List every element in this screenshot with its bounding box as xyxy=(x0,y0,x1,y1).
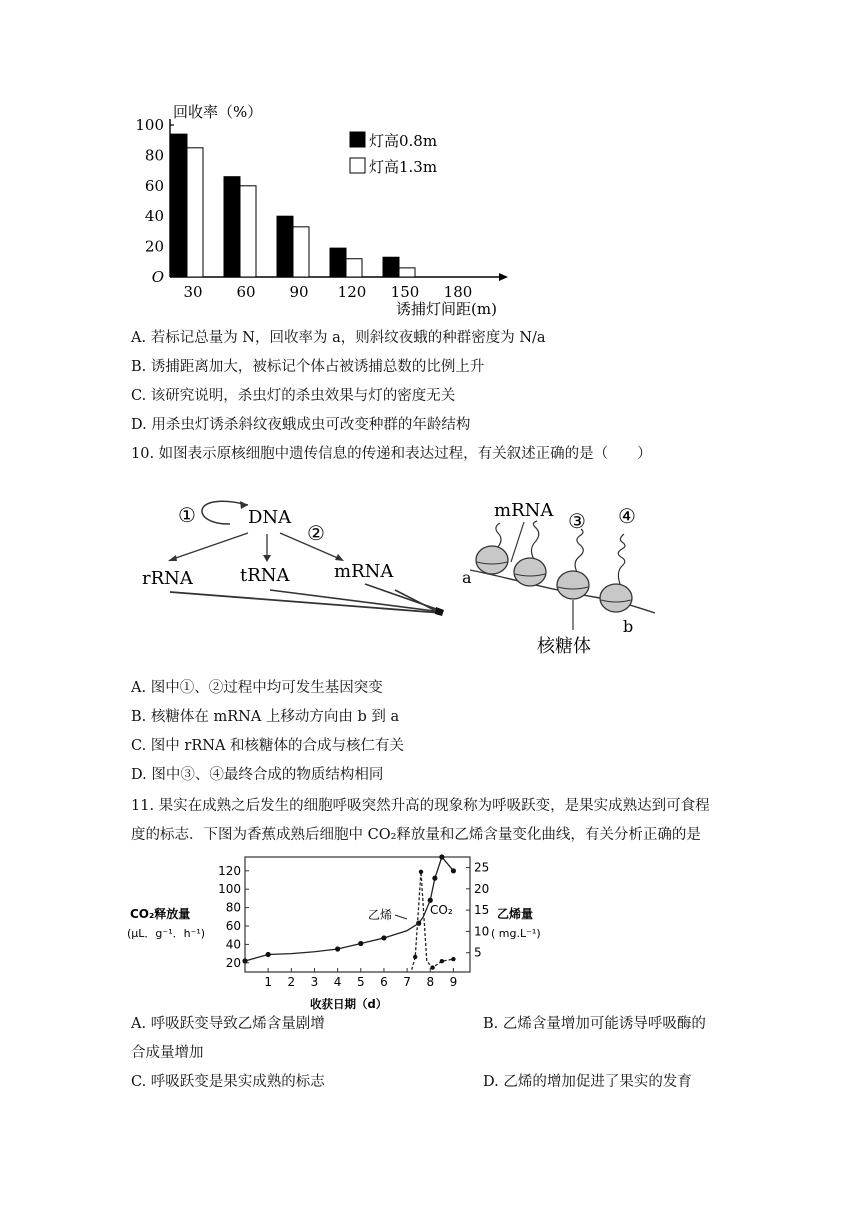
line-right-tick-label: 10 xyxy=(474,924,490,939)
legend-swatch-1 xyxy=(350,158,365,173)
q10-option-c: C. 图中 rRNA 和核糖体的合成与核仁有关 xyxy=(131,738,405,754)
data-point xyxy=(451,868,456,873)
line-left-tick-label: 100 xyxy=(218,882,241,897)
data-point xyxy=(381,935,386,940)
q11-option-b: B. 乙烯含量增加可能诱导呼吸酶的 xyxy=(483,1016,706,1032)
line-left-tick-label: 120 xyxy=(218,863,241,878)
line-right-tick-label: 15 xyxy=(474,903,490,918)
arrowhead-trna xyxy=(263,555,271,562)
bar-y-tick-label: O xyxy=(151,268,164,286)
q11-stem-line2: 度的标志．下图为香蕉成熟后细胞中 CO₂释放量和乙烯含量变化曲线，有关分析正确的是 xyxy=(131,827,701,843)
bar-chart-legend xyxy=(350,132,437,176)
peptide-chain-1 xyxy=(496,523,501,547)
data-point xyxy=(413,955,417,959)
mrna-pointer xyxy=(511,522,524,562)
bar-mark xyxy=(187,148,203,277)
line-chart-right-ylabel: 乙烯量 xyxy=(497,907,534,921)
bar-chart-xlabel: 诱捕灯间距(m) xyxy=(396,300,497,318)
ethylene-curve-label: 乙烯 xyxy=(368,908,393,922)
bar-mark xyxy=(383,257,399,277)
data-point xyxy=(242,958,247,963)
bar-mark xyxy=(293,227,309,277)
q11-option-a: A. 呼吸跃变导致乙烯含量剧增 xyxy=(131,1016,325,1032)
q11-option-c: C. 呼吸跃变是果实成熟的标志 xyxy=(131,1074,325,1090)
line-chart-xlabel: 收获日期（d） xyxy=(310,997,388,1011)
bar-x-tick-label: 120 xyxy=(337,283,367,301)
bar-mark xyxy=(277,216,293,277)
legend-label-1: 灯高1.3m xyxy=(369,158,438,176)
bar-mark xyxy=(399,268,415,277)
bar-mark xyxy=(171,134,187,277)
bar-x-tick-label: 60 xyxy=(236,283,256,301)
bar-x-tick-label: 150 xyxy=(390,283,420,301)
line-chart-left-ylabel: CO₂释放量 xyxy=(130,907,191,921)
data-point xyxy=(419,870,423,874)
line-x-tick-label: 9 xyxy=(449,975,458,989)
ribosome-label: 核糖体 xyxy=(537,636,591,657)
line-chart-series xyxy=(242,854,456,969)
line-chart-left-unit: (μL．g⁻¹．h⁻¹) xyxy=(127,927,206,940)
line-chart-axes xyxy=(218,857,489,989)
line-x-tick-label: 6 xyxy=(380,975,388,989)
q11-stem-line1: 11. 果实在成熟之后发生的细胞呼吸突然升高的现象称为呼吸跃变，是果实成熟达到可食程 xyxy=(131,798,710,814)
dna-label: DNA xyxy=(248,507,292,528)
bar-mark xyxy=(330,248,346,277)
bar-chart-bars xyxy=(171,134,415,277)
q10-option-a: A. 图中①、②过程中均可发生基因突变 xyxy=(131,680,383,696)
ethylene-label-pointer xyxy=(395,915,407,919)
bar-x-axis-arrow xyxy=(499,273,508,281)
line-right-tick-label: 20 xyxy=(474,881,490,896)
trna-label: tRNA xyxy=(240,565,290,586)
q9-option-d: D. 用杀虫灯诱杀斜纹夜蛾成虫可改变种群的年龄结构 xyxy=(131,417,471,433)
data-point xyxy=(439,854,444,859)
line-x-tick-label: 7 xyxy=(403,975,411,989)
process-2-label: ② xyxy=(307,521,325,545)
line-x-tick-label: 8 xyxy=(426,975,435,989)
chain-3-label: ③ xyxy=(568,509,586,533)
line-left-tick-label: 40 xyxy=(225,937,241,952)
peptide-chain-3 xyxy=(575,529,583,572)
legend-label-0: 灯高0.8m xyxy=(369,132,438,150)
bar-x-tick-label: 30 xyxy=(183,283,203,301)
mrna-label: mRNA xyxy=(334,561,394,582)
peptide-chain-4 xyxy=(618,534,625,584)
line-left-tick-label: 80 xyxy=(225,900,241,915)
bar-y-tick-label: 40 xyxy=(144,207,164,226)
end-a-label: a xyxy=(462,568,472,587)
data-point xyxy=(432,876,437,881)
bar-y-tick-label: 20 xyxy=(144,237,164,256)
q9-option-c: C. 该研究说明，杀虫灯的杀虫效果与灯的密度无关 xyxy=(131,388,456,404)
bar-chart xyxy=(130,95,530,320)
line-x-tick-label: 4 xyxy=(333,975,342,989)
q9-option-a: A. 若标记总量为 N，回收率为 a，则斜纹夜蛾的种群密度为 N/a xyxy=(131,330,546,346)
q10-stem: 10. 如图表示原核细胞中遗传信息的传递和表达过程，有关叙述正确的是（ ） xyxy=(131,446,652,462)
data-point xyxy=(440,959,444,963)
data-point xyxy=(335,946,340,951)
co2-curve-label: CO₂ xyxy=(430,903,453,917)
line-right-tick-label: 25 xyxy=(474,860,490,875)
line-x-tick-label: 2 xyxy=(287,975,296,989)
polysome-mrna-label: mRNA xyxy=(494,500,554,521)
process-1-label: ① xyxy=(178,503,196,527)
line-left-tick-label: 20 xyxy=(225,955,241,970)
q10-option-b: B. 核糖体在 mRNA 上移动方向由 b 到 a xyxy=(131,709,400,725)
q9-option-b: B. 诱捕距离加大，被标记个体占被诱捕总数的比例上升 xyxy=(131,359,485,375)
data-point xyxy=(451,957,455,961)
ribosome-1 xyxy=(476,546,508,574)
bar-y-tick-label: 80 xyxy=(144,146,164,165)
converge-point xyxy=(435,607,444,616)
bar-y-tick-label: 100 xyxy=(135,116,164,134)
line-right-tick-label: 5 xyxy=(474,945,482,960)
arrowhead-mrna xyxy=(335,554,344,561)
line-x-tick-label: 5 xyxy=(356,975,365,989)
line-chart-right-unit: ( mg.L⁻¹) xyxy=(491,927,541,940)
data-point xyxy=(358,941,363,946)
bar-y-tick-label: 60 xyxy=(144,176,164,195)
replication-arrowhead xyxy=(240,501,248,509)
bar-chart-ylabel: 回收率（%） xyxy=(173,103,263,121)
q10-option-d: D. 图中③、④最终合成的物质结构相同 xyxy=(131,767,384,783)
end-b-label: b xyxy=(623,617,634,636)
data-point xyxy=(266,952,271,957)
line-x-tick-label: 3 xyxy=(310,975,319,989)
ribosome-2 xyxy=(514,558,546,586)
gene-expression-diagram xyxy=(130,480,660,670)
ribosome-3 xyxy=(557,571,589,599)
line-x-tick-label: 1 xyxy=(264,975,272,989)
peptide-chain-2 xyxy=(531,521,538,559)
bar-mark xyxy=(346,259,362,277)
line-left-tick-label: 60 xyxy=(225,919,241,933)
rrna-label: rRNA xyxy=(142,568,193,589)
line-chart xyxy=(125,852,555,1012)
bar-x-tick-label: 180 xyxy=(443,283,473,301)
bar-x-tick-label: 90 xyxy=(289,283,309,301)
bar-mark xyxy=(240,186,256,277)
arrow-to-rrna xyxy=(170,533,248,560)
ribosome-4 xyxy=(600,584,632,612)
chain-4-label: ④ xyxy=(618,504,636,528)
arrowhead-rrna xyxy=(168,555,177,561)
data-point xyxy=(430,965,434,969)
q11-option-b-cont: 合成量增加 xyxy=(131,1045,204,1061)
q11-option-d: D. 乙烯的增加促进了果实的发育 xyxy=(483,1074,692,1090)
bar-mark xyxy=(224,177,240,277)
legend-swatch-0 xyxy=(350,132,365,147)
